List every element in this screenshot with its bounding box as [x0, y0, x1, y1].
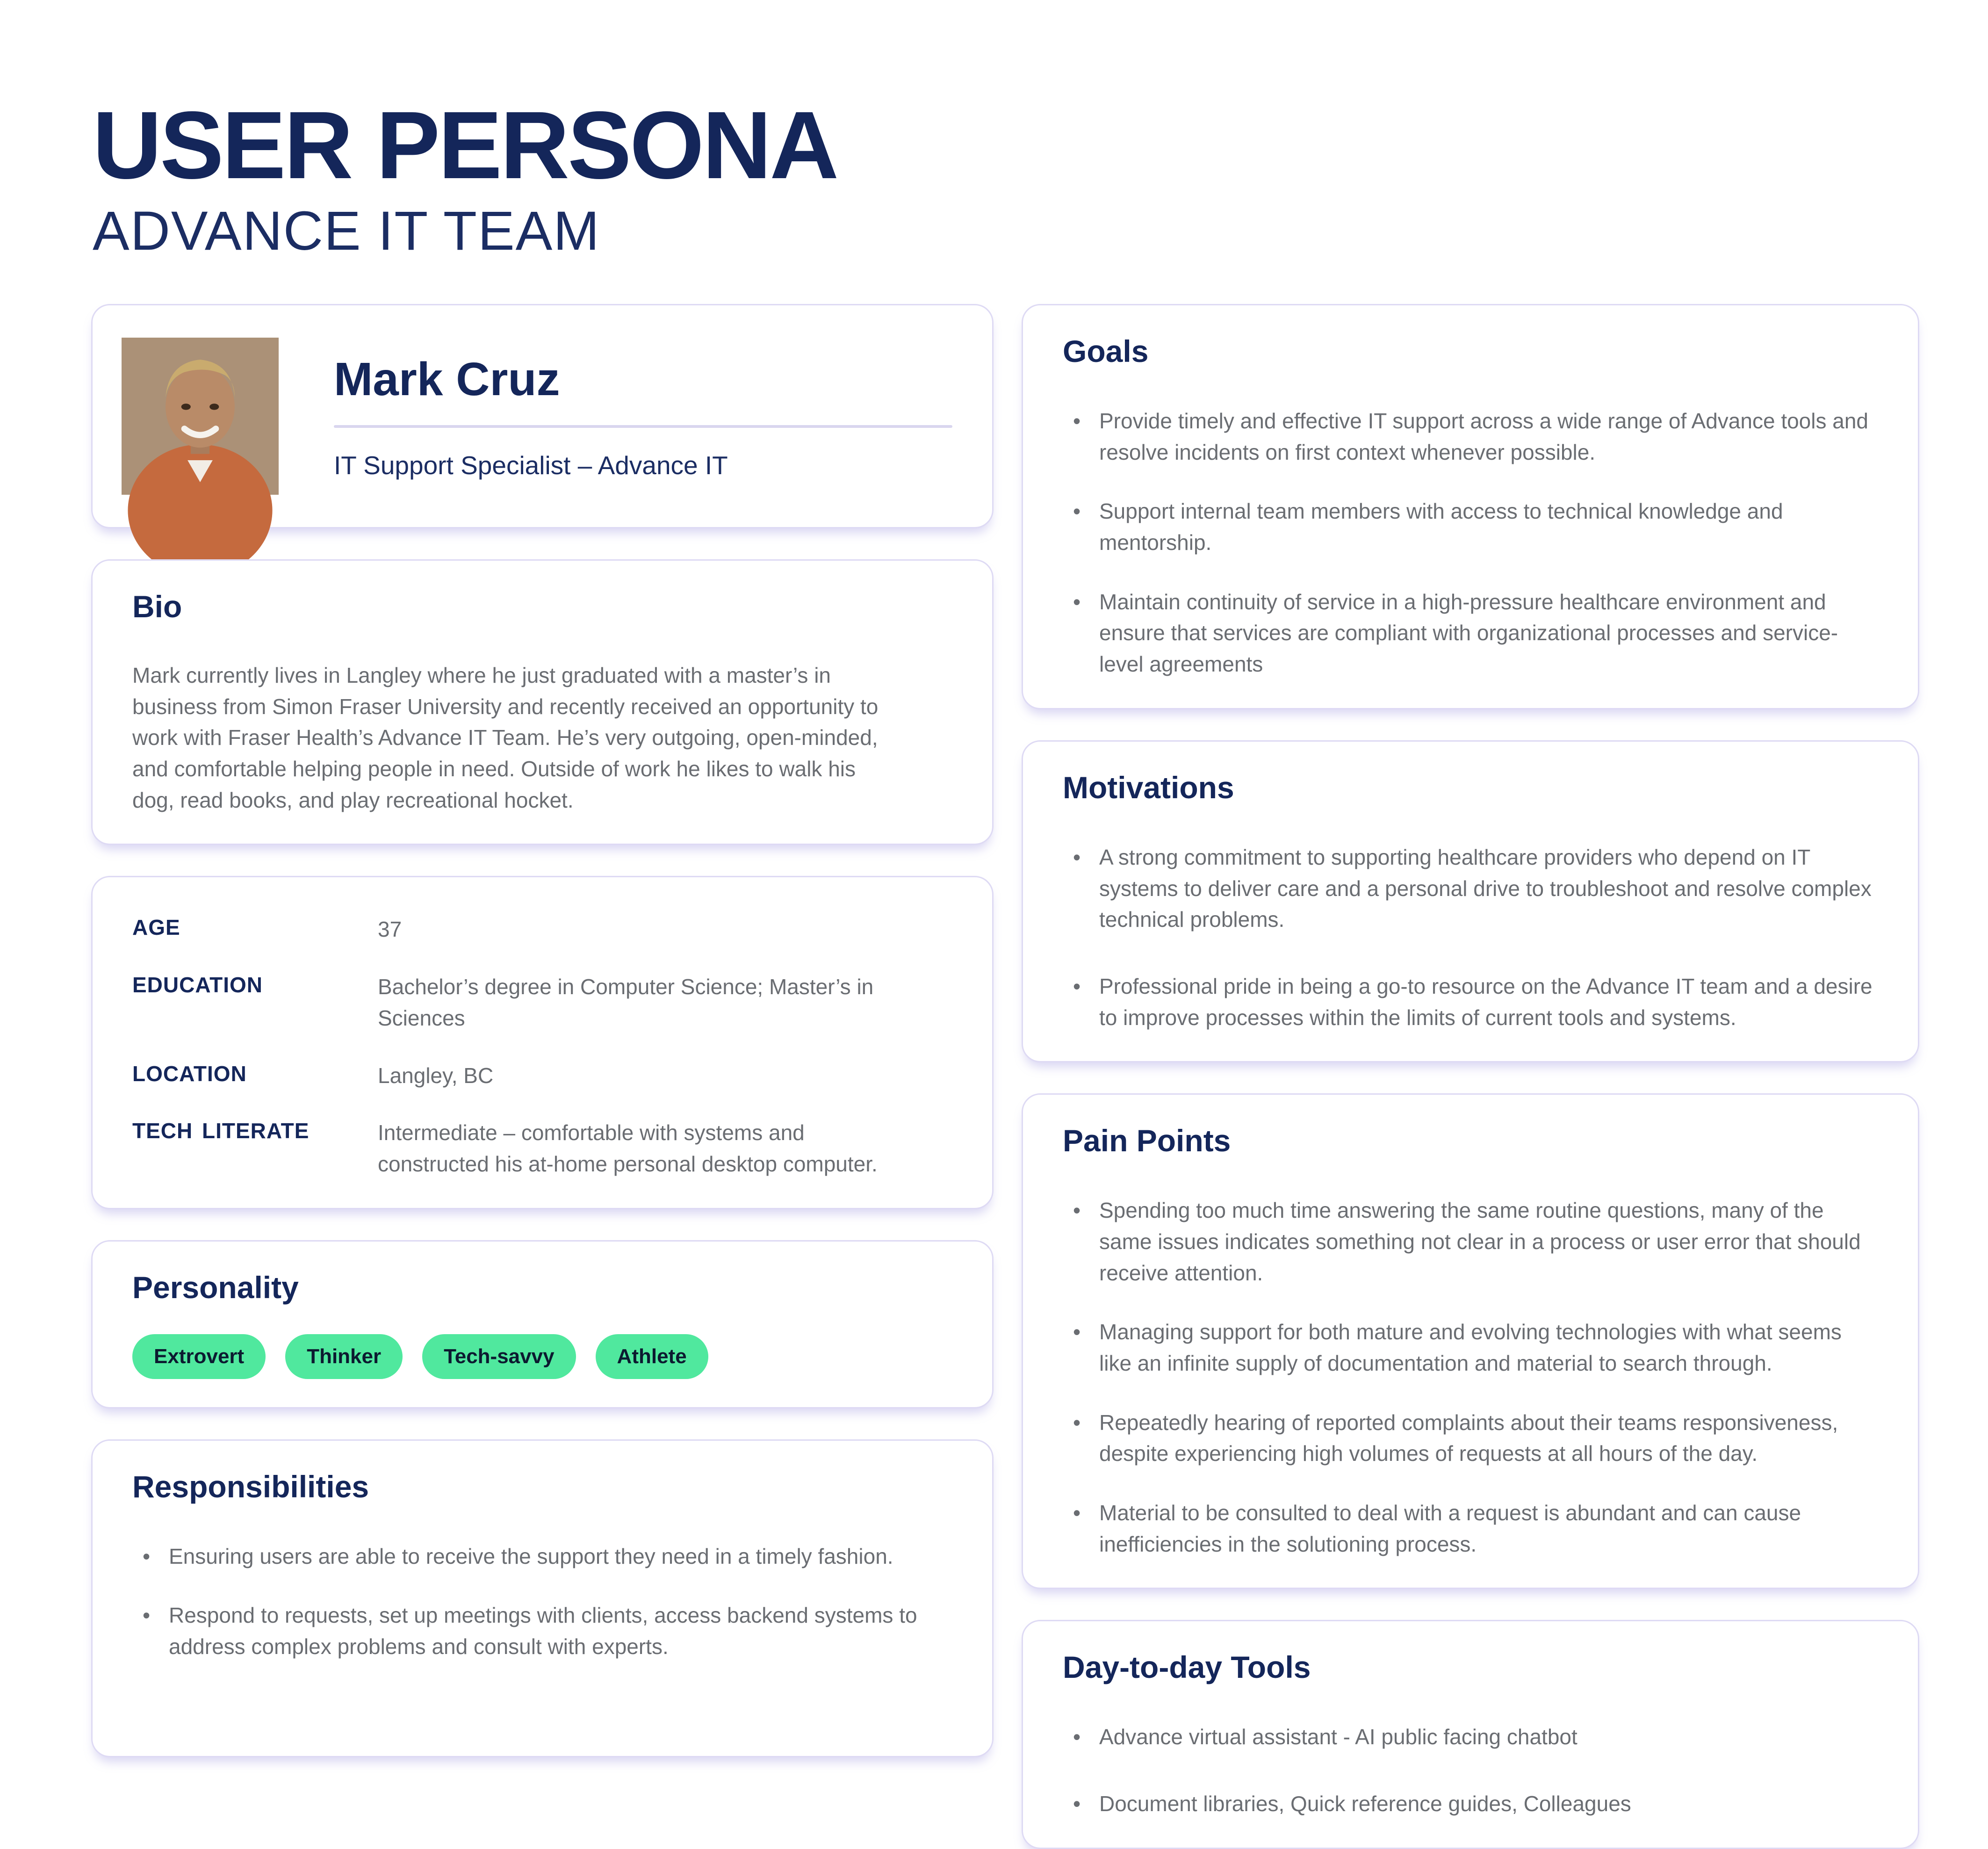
list-item: • Document libraries, Quick reference guides, Colleagues: [1063, 1788, 1878, 1820]
section-heading-responsibilities: Responsibilities: [132, 1469, 369, 1504]
section-heading-motivations: Motivations: [1063, 770, 1234, 805]
goals-list: [1063, 405, 1878, 680]
personality-tag-extrovert: Extrovert: [132, 1334, 266, 1379]
page-title: USER PERSONA: [93, 92, 837, 199]
pain-points-card: [1022, 1093, 1919, 1589]
profile-role: IT Support Specialist – Advance IT: [334, 450, 728, 480]
tools-list: [1063, 1721, 1878, 1819]
section-heading-personality: Personality: [132, 1270, 299, 1305]
personality-tag-athlete: Athlete: [596, 1334, 708, 1379]
content-columns: [91, 304, 1919, 1849]
demo-value-location: Langley, BC: [378, 1063, 494, 1088]
right-column: [1022, 304, 1919, 1849]
list-item: • Repeatedly hearing of reported complaints about their teams responsiveness, despite experiencing high volumes of requests at all hours of the day.: [1063, 1407, 1878, 1469]
demo-label-age: AGE: [132, 915, 180, 940]
section-heading-pain-points: Pain Points: [1063, 1123, 1231, 1158]
demographics-grid: [132, 914, 952, 1179]
profile-info: [334, 353, 952, 480]
section-heading-goals: Goals: [1063, 334, 1149, 368]
demo-label-tech-literate: TECH LITERATE: [132, 1119, 310, 1143]
bio-text: Mark currently lives in Langley where he just graduated with a master’s in business from Simon Fraser University and recently received an opportunity to work with Fraser Health’s Advance IT Team. He’s very outgoing, open-minded, and comfortable helping people in need. Outside of work he likes to walk his dog, read books, and play recreational hocket.: [132, 663, 879, 812]
list-item: • Provide timely and effective IT support across a wide range of Advance tools and resolve incidents on first context whenever possible.: [1063, 405, 1878, 468]
list-item: • Support internal team members with access to technical knowledge and mentorship.: [1063, 496, 1878, 558]
responsibilities-card: [91, 1439, 994, 1757]
person-portrait-icon: [122, 338, 279, 495]
personality-tag-thinker: Thinker: [285, 1334, 403, 1379]
motivations-list: [1063, 842, 1878, 1033]
demo-label-education: EDUCATION: [132, 973, 263, 997]
list-item: • Respond to requests, set up meetings with clients, access backend systems to address complex problems and consult with experts.: [132, 1600, 952, 1662]
personality-tags: [132, 1334, 952, 1379]
pain-points-list: [1063, 1195, 1878, 1560]
demo-label-location: LOCATION: [132, 1061, 247, 1086]
section-heading-bio: Bio: [132, 589, 182, 624]
demo-value-education: Bachelor’s degree in Computer Science; Master’s in Sciences: [378, 975, 874, 1030]
responsibilities-list: [132, 1541, 952, 1662]
day-to-day-tools-card: [1022, 1620, 1919, 1849]
goals-card: [1022, 304, 1919, 709]
name-divider: [334, 425, 952, 428]
profile-card: [91, 304, 994, 528]
list-item: • Spending too much time answering the same routine questions, many of the same issues indicates something not clear in a process or user error that should receive attention.: [1063, 1195, 1878, 1288]
list-item: • Ensuring users are able to receive the support they need in a timely fashion.: [132, 1541, 952, 1572]
profile-name: Mark Cruz: [334, 353, 560, 405]
bio-card: [91, 559, 994, 845]
demographics-card: [91, 876, 994, 1209]
list-item: • Maintain continuity of service in a high-pressure healthcare environment and ensure that services are compliant with organizational processes and service-level agreements: [1063, 586, 1878, 680]
personality-card: [91, 1240, 994, 1408]
demo-value-age: 37: [378, 917, 402, 942]
page-subtitle: ADVANCE IT TEAM: [93, 200, 600, 262]
profile-photo: [122, 338, 279, 495]
left-column: [91, 304, 994, 1757]
list-item: • Professional pride in being a go-to resource on the Advance IT team and a desire to improve processes within the limits of current tools and systems.: [1063, 971, 1878, 1033]
motivations-card: [1022, 740, 1919, 1062]
list-item: • Advance virtual assistant - AI public facing chatbot: [1063, 1721, 1878, 1753]
list-item: • A strong commitment to supporting healthcare providers who depend on IT systems to deliver care and a personal drive to troubleshoot and resolve complex technical problems.: [1063, 842, 1878, 935]
section-heading-tools: Day-to-day Tools: [1063, 1650, 1311, 1685]
page-header: [93, 92, 837, 262]
personality-tag-tech-savvy: Tech-savvy: [422, 1334, 576, 1379]
list-item: • Material to be consulted to deal with a request is abundant and can cause inefficiencies in the solutioning process.: [1063, 1497, 1878, 1560]
list-item: • Managing support for both mature and evolving technologies with what seems like an infinite supply of documentation and material to search through.: [1063, 1316, 1878, 1379]
demo-value-tech-literate: Intermediate – comfortable with systems and constructed his at-home personal desktop computer.: [378, 1120, 878, 1176]
